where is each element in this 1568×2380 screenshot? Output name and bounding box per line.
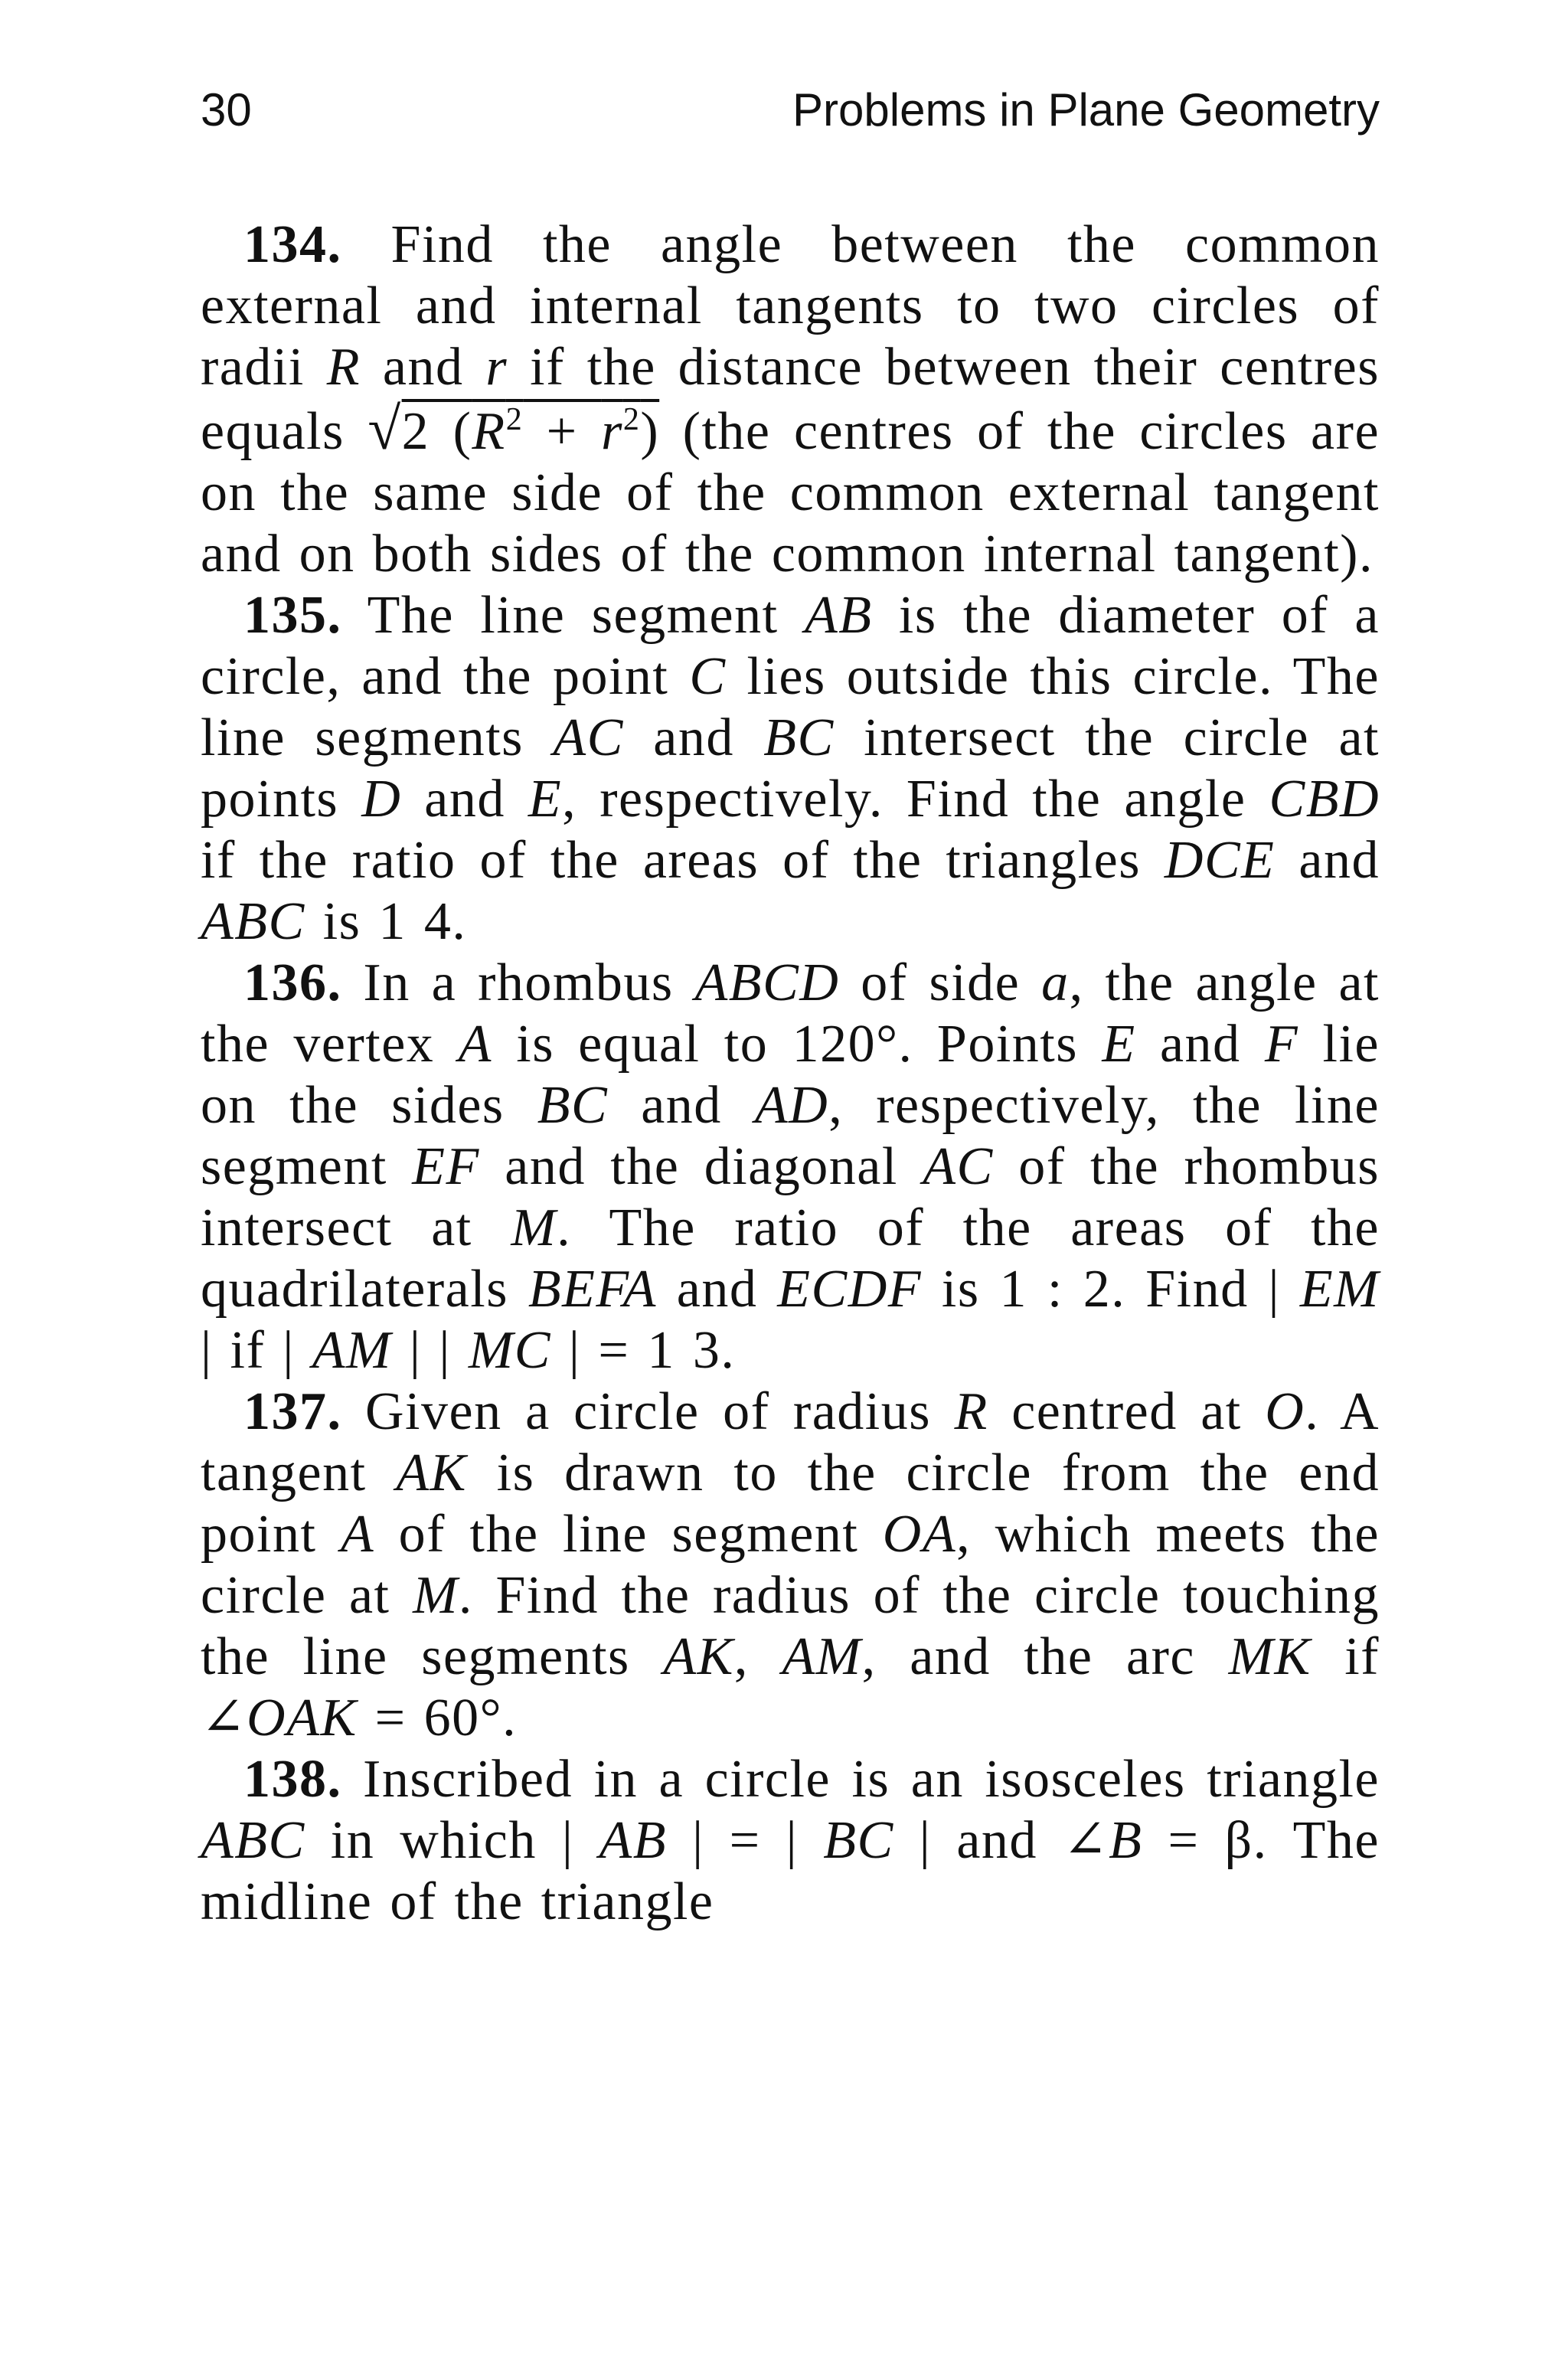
math-variable: ABCD bbox=[694, 953, 840, 1012]
problem-134 bbox=[201, 214, 1380, 585]
problem-text: lie on the sides bbox=[201, 1015, 1380, 1135]
math-variable: ABC bbox=[201, 1811, 305, 1870]
problem-text: and bbox=[656, 1260, 778, 1319]
math-text: 2 ( bbox=[401, 402, 472, 461]
problem-number: 135. bbox=[243, 586, 342, 645]
math-variable: E bbox=[528, 770, 563, 829]
math-variable: AM bbox=[312, 1321, 392, 1380]
problem-list bbox=[201, 214, 1380, 1933]
problem-text: if the ratio of the areas of the triangles bbox=[201, 831, 1165, 890]
problem-number: 136. bbox=[243, 953, 342, 1012]
math-variable: BEFA bbox=[528, 1260, 657, 1319]
math-variable: r bbox=[601, 402, 623, 461]
math-variable: C bbox=[689, 647, 727, 706]
math-exponent: 2 bbox=[622, 401, 641, 437]
problem-text: is equal to 120°. Points bbox=[492, 1015, 1102, 1074]
problem-text: and the diagonal bbox=[479, 1137, 923, 1196]
math-variable: D bbox=[361, 770, 402, 829]
problem-text: and bbox=[608, 1076, 755, 1135]
math-variable: R bbox=[326, 338, 361, 397]
math-variable: AB bbox=[599, 1811, 668, 1870]
math-variable: ECDF bbox=[777, 1260, 923, 1319]
math-variable: AB bbox=[804, 586, 873, 645]
page-number: 30 bbox=[201, 84, 252, 136]
math-text: + bbox=[523, 402, 602, 461]
problem-text: , bbox=[733, 1627, 782, 1686]
book-page bbox=[201, 74, 1380, 1933]
problem-text: Find the angle between the common external and internal tangents to two circles of radii bbox=[201, 215, 1380, 397]
math-variable: AD bbox=[754, 1076, 829, 1135]
problem-135 bbox=[201, 585, 1380, 953]
square-root-radicand bbox=[402, 402, 660, 461]
problem-text: and bbox=[360, 338, 486, 397]
page-header bbox=[201, 74, 1380, 147]
problem-text: , the angle at the vertex bbox=[201, 953, 1380, 1074]
problem-text: , and the arc bbox=[861, 1627, 1229, 1686]
problem-text: of the rhombus intersect at bbox=[201, 1137, 1380, 1257]
problem-text: and bbox=[1275, 831, 1380, 890]
problem-text: The line segment bbox=[341, 586, 805, 645]
problem-text: = 60°. bbox=[357, 1689, 518, 1747]
problem-number: 138. bbox=[243, 1750, 342, 1809]
math-variable: r bbox=[485, 338, 508, 397]
math-variable: R bbox=[954, 1382, 988, 1441]
math-variable: BC bbox=[763, 708, 835, 767]
math-variable: E bbox=[1102, 1015, 1136, 1074]
problem-text: | = 1 3. bbox=[550, 1321, 736, 1380]
problem-text: . The ratio of the areas of the quadrilaterals bbox=[201, 1198, 1380, 1319]
problem-text: . Find the radius of the circle touching the line segments bbox=[201, 1566, 1380, 1686]
math-variable: O bbox=[1265, 1382, 1305, 1441]
problem-text: . A tangent bbox=[201, 1382, 1380, 1502]
problem-text: In a rhombus bbox=[341, 953, 695, 1012]
problem-text: in which | bbox=[305, 1811, 599, 1870]
problem-text: is 1 4. bbox=[305, 892, 467, 951]
math-variable: AK bbox=[663, 1627, 734, 1686]
math-variable: R bbox=[472, 402, 506, 461]
problem-text: and bbox=[401, 770, 528, 829]
problem-number: 134. bbox=[243, 215, 342, 274]
problem-text: centred at bbox=[988, 1382, 1266, 1441]
problem-text: | if | bbox=[201, 1321, 312, 1380]
math-variable: MK bbox=[1228, 1627, 1312, 1686]
math-variable: AM bbox=[782, 1627, 862, 1686]
problem-text: if the distance between their centres equals bbox=[201, 338, 1380, 461]
math-variable: a bbox=[1041, 953, 1070, 1012]
problem-text: lies outside this circle. The line segments bbox=[201, 647, 1380, 767]
math-variable: M bbox=[413, 1566, 459, 1625]
math-variable: BC bbox=[823, 1811, 894, 1870]
problem-text: , respectively. Find the angle bbox=[562, 770, 1269, 829]
problem-text: of side bbox=[839, 953, 1042, 1012]
problem-text: intersect the circle at points bbox=[201, 708, 1380, 829]
square-root-sign: √ bbox=[368, 395, 402, 462]
problem-text: | | bbox=[391, 1321, 469, 1380]
math-variable: A bbox=[458, 1015, 492, 1074]
math-variable: MC bbox=[468, 1321, 551, 1380]
math-variable: OA bbox=[882, 1505, 957, 1564]
problem-136 bbox=[201, 953, 1380, 1381]
problem-number: 137. bbox=[243, 1382, 342, 1441]
math-variable: ABC bbox=[201, 892, 305, 951]
math-variable: M bbox=[511, 1198, 557, 1257]
math-variable: ∠OAK bbox=[201, 1689, 358, 1747]
running-title: Problems in Plane Geometry bbox=[792, 84, 1380, 136]
problem-text: if bbox=[1311, 1627, 1380, 1686]
math-variable: F bbox=[1264, 1015, 1299, 1074]
math-variable: DCE bbox=[1164, 831, 1276, 890]
problem-text: is 1 : 2. Find | bbox=[922, 1260, 1300, 1319]
problem-text: is the diameter of a circle, and the point bbox=[201, 586, 1380, 706]
math-variable: A bbox=[340, 1505, 375, 1564]
math-text: ) bbox=[640, 402, 660, 461]
problem-text: Given a circle of radius bbox=[341, 1382, 955, 1441]
math-variable: AK bbox=[396, 1443, 467, 1502]
problem-text: is drawn to the circle from the end point bbox=[201, 1443, 1380, 1564]
math-variable: AC bbox=[553, 708, 624, 767]
problem-text: and bbox=[623, 708, 764, 767]
math-exponent: 2 bbox=[505, 401, 524, 437]
problem-text: | = | bbox=[667, 1811, 824, 1870]
math-variable: EF bbox=[412, 1137, 480, 1196]
problem-text: and bbox=[1135, 1015, 1265, 1074]
problem-text: | and bbox=[893, 1811, 1063, 1870]
math-variable: AC bbox=[923, 1137, 994, 1196]
math-variable: BC bbox=[537, 1076, 609, 1135]
problem-text: , respectively, the line segment bbox=[201, 1076, 1380, 1196]
problem-text: of the line segment bbox=[374, 1505, 883, 1564]
math-variable: ∠B bbox=[1062, 1811, 1143, 1870]
problem-text: = β. The midline of the triangle bbox=[201, 1811, 1380, 1931]
problem-text: Inscribed in a circle is an isosceles triangle bbox=[341, 1750, 1380, 1809]
problem-text: (the centres of the circles are on the same side of the common external tangent and on both sides of the common internal tangent). bbox=[201, 402, 1380, 584]
problem-text: , which meets the circle at bbox=[201, 1505, 1380, 1625]
problem-137 bbox=[201, 1381, 1380, 1749]
math-variable: CBD bbox=[1269, 770, 1380, 829]
math-variable: EM bbox=[1299, 1260, 1380, 1319]
problem-138 bbox=[201, 1749, 1380, 1933]
